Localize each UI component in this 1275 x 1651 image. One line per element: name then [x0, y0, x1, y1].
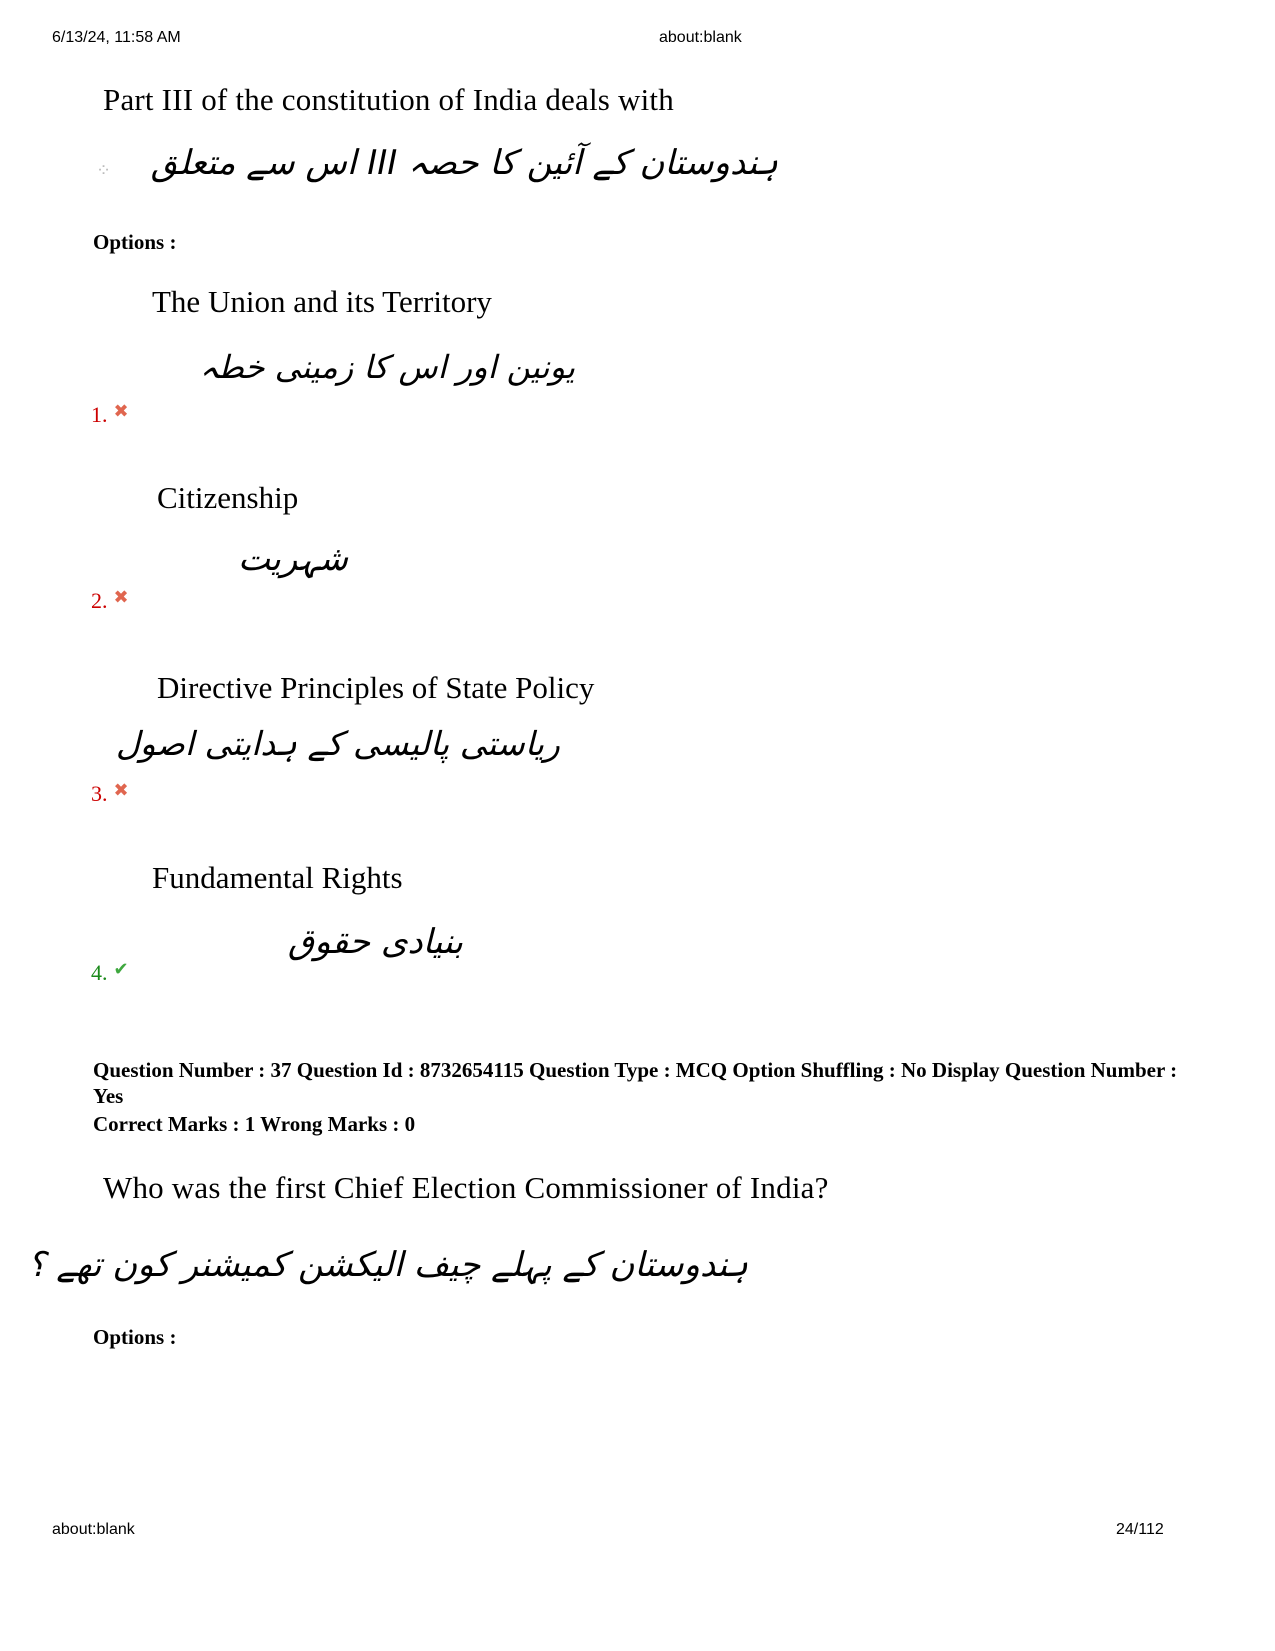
print-page-number: 24/112: [1116, 1521, 1164, 1538]
question-text-urdu: ہندوستان کے آئین کا حصہ III اس سے متعلق: [150, 143, 778, 183]
options-label: Options :: [93, 1325, 177, 1349]
option-number-label: 3.: [91, 781, 108, 806]
print-footer-url: about:blank: [52, 1521, 135, 1538]
option-2-number: [91, 588, 129, 614]
option-2-text-urdu: شہریت: [237, 539, 348, 579]
option-number-label: 1.: [91, 402, 108, 427]
question-text-en: Part III of the constitution of India deals with: [103, 82, 674, 117]
option-3-text-urdu: ریاستی پالیسی کے ہدایتی اصول: [115, 724, 560, 763]
option-4-text-urdu: بنیادی حقوق: [287, 922, 463, 962]
question-marks: Correct Marks : 1 Wrong Marks : 0: [93, 1112, 416, 1136]
question-text-urdu: ہندوستان کے پہلے چیف الیکشن کمیشنر کون تھے ؟: [27, 1245, 748, 1285]
option-number-label: 4.: [91, 960, 108, 985]
option-1-number: [91, 402, 129, 428]
cross-icon: ✖: [113, 587, 129, 608]
option-1-text-urdu: یونین اور اس کا زمینی خطہ: [199, 348, 575, 386]
option-3-text-en: Directive Principles of State Policy: [157, 670, 595, 705]
option-4-number: [91, 960, 129, 986]
cross-icon: ✖: [113, 780, 129, 801]
option-number-label: 2.: [91, 588, 108, 613]
check-icon: ✔: [113, 959, 129, 980]
option-3-number: [91, 781, 129, 807]
options-label: Options :: [93, 230, 177, 254]
cross-icon: ✖: [113, 401, 129, 422]
option-2-text-en: Citizenship: [157, 480, 299, 515]
question-text-en: Who was the first Chief Election Commissioner of India?: [103, 1170, 829, 1205]
print-page-title: about:blank: [659, 29, 742, 46]
scan-speck: ⁘: [96, 160, 112, 181]
question-meta: Question Number : 37 Question Id : 8732654115 Question Type : MCQ Option Shuffling : No Display Question Number : Yes: [93, 1058, 1178, 1108]
option-1-text-en: The Union and its Territory: [152, 284, 492, 319]
option-4-text-en: Fundamental Rights: [152, 860, 403, 895]
print-datetime: 6/13/24, 11:58 AM: [52, 29, 181, 46]
